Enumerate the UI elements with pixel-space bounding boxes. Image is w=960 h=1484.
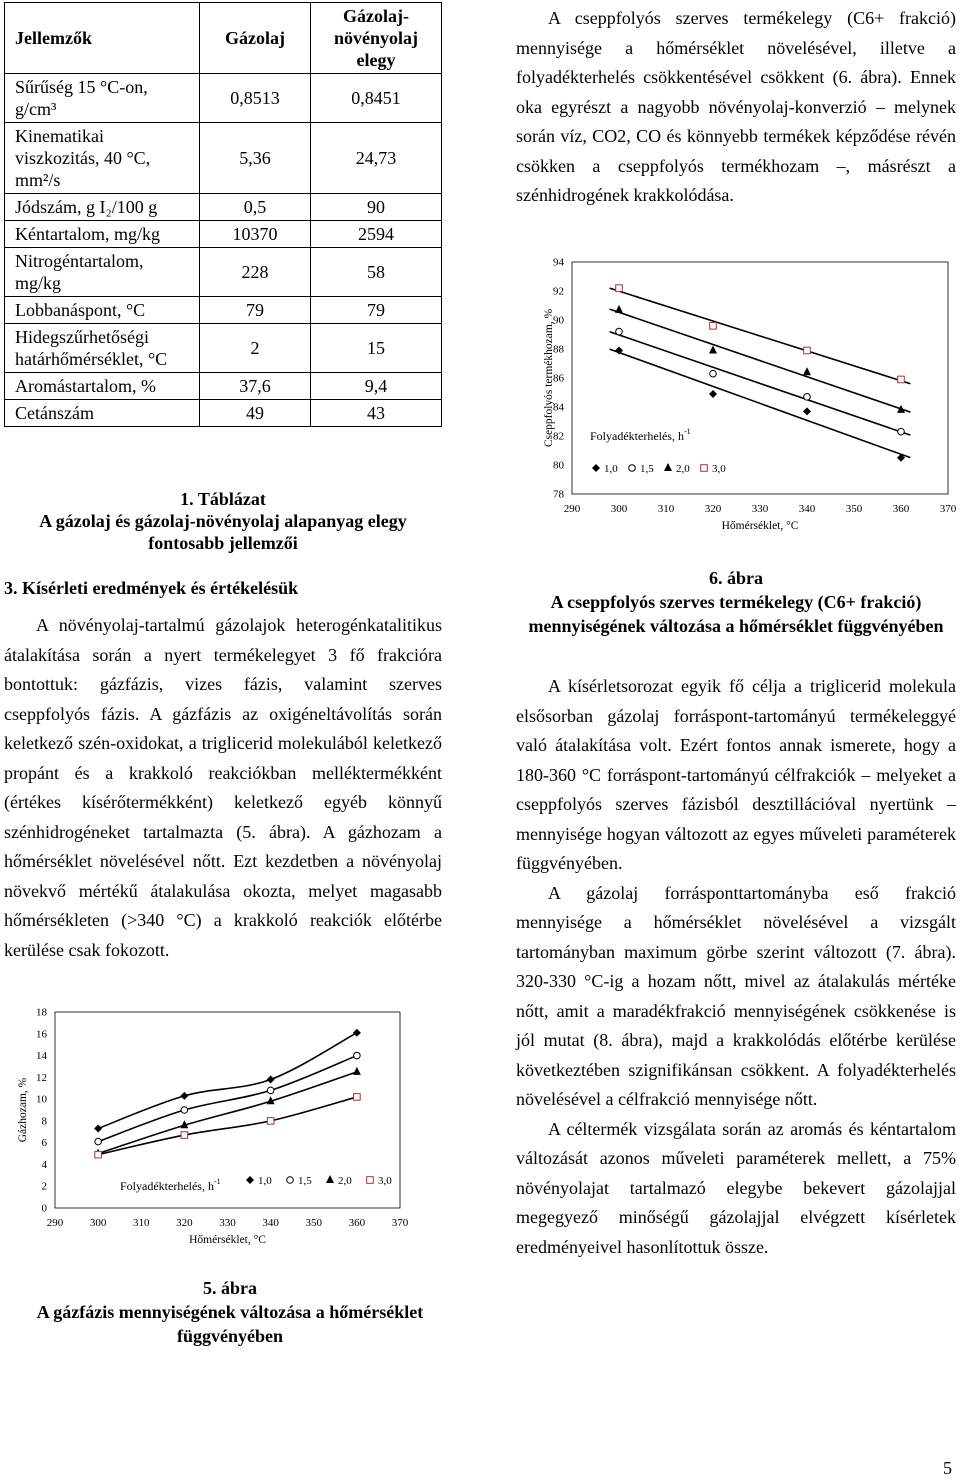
y-tick-label: 6 — [41, 1137, 47, 1150]
y-tick-label: 14 — [36, 1050, 47, 1063]
data-point-diamond — [709, 390, 717, 398]
table-caption-number: 1. Táblázat — [180, 489, 266, 509]
data-point-diamond — [592, 464, 600, 472]
data-point-triangle — [803, 367, 811, 375]
data-point-square — [898, 376, 905, 383]
body-paragraph: A cseppfolyós szerves termékelegy (C6+ frakció) mennyisége a hőmérséklet növelésével, illetve a folyadékterhelés csökkentésével csökkent (6. ábra). Ennek oka egyrészt a nagyobb növényolaj-konverzió – melynek során víz, CO2, CO és könnyebb termékek képződése révén csökken a cseppfolyós termékhozam –, másrészt a szénhidrogének krakkolódása. — [516, 8, 956, 205]
series-line — [610, 332, 911, 435]
table-cell: 10370 — [200, 221, 311, 248]
y-tick-label: 88 — [553, 343, 564, 356]
table-cell: 37,6 — [200, 373, 311, 400]
table-cell: Sűrűség 15 °C-on, g/cm³ — [5, 74, 200, 123]
x-tick-label: 330 — [751, 503, 769, 515]
x-tick-label: 300 — [610, 503, 628, 515]
x-tick-label: 330 — [219, 1217, 236, 1229]
table-header-row — [5, 3, 442, 74]
table-cell: 9,4 — [311, 373, 442, 400]
x-tick-label: 350 — [305, 1217, 322, 1229]
data-point-diamond — [803, 407, 811, 415]
legend-item-label: 1,5 — [640, 463, 654, 475]
data-point-triangle — [353, 1067, 361, 1075]
gas-yield-chart — [0, 1000, 450, 1265]
liquid-yield-chart — [516, 250, 956, 550]
x-tick-label: 290 — [563, 503, 581, 515]
x-tick-label: 310 — [133, 1217, 150, 1229]
legend-title: Folyadékterhelés, $h^{-1}$ — [590, 427, 691, 443]
x-tick-label: 360 — [348, 1217, 366, 1229]
figure-number: 5. ábra — [203, 1278, 257, 1298]
table-row — [5, 194, 442, 221]
table-header-cell: Gázolaj — [200, 3, 311, 74]
x-tick-label: 320 — [704, 503, 722, 515]
y-tick-label: 4 — [41, 1158, 47, 1171]
figure-title: A gázfázis mennyiségének változása a hőmérséklet függvényében — [36, 1302, 424, 1346]
figure-title: A cseppfolyós szerves termékelegy (C6+ frakció) mennyiségének változása a hőmérséklet függvényében — [528, 592, 944, 636]
data-point-circle — [181, 1107, 188, 1114]
data-point-square — [804, 347, 811, 354]
y-tick-label: 80 — [553, 459, 564, 472]
data-point-square — [95, 1151, 102, 1158]
body-paragraph: A céltermék vizsgálata során az aromás és kéntartalom változását azonos műveleti paraméterek mellett, a 75% növényolajat tartalmazó elegybe bekevert gázolajjal megegyező minőségű gázolajjal elvégzett kísérletek eredményeivel hasonlítottuk össze. — [516, 1118, 956, 1257]
table-cell: Aromástartalom, % — [5, 373, 200, 400]
legend-item-label: 2,0 — [338, 1175, 352, 1187]
table-caption — [4, 488, 442, 554]
table-cell: 79 — [200, 297, 311, 324]
y-tick-label: 92 — [553, 285, 564, 298]
x-axis-label: Hőmérséklet, °C — [721, 520, 799, 532]
data-point-square — [267, 1118, 274, 1125]
table-cell: 79 — [311, 297, 442, 324]
series-line — [610, 309, 911, 412]
legend-item-label: 3,0 — [378, 1175, 392, 1187]
y-tick-label: 10 — [36, 1093, 47, 1106]
x-tick-label: 320 — [176, 1217, 193, 1229]
table-cell: Lobbanáspont, °C — [5, 297, 200, 324]
series-line — [610, 288, 911, 384]
y-axis-label: Cseppfolyós termékhozam, % — [543, 308, 555, 448]
table-cell: 2 — [200, 324, 311, 373]
page-number: 5 — [943, 1458, 952, 1478]
data-point-circle — [710, 370, 717, 377]
table-row — [5, 74, 442, 123]
y-tick-label: 18 — [36, 1006, 47, 1019]
x-tick-label: 300 — [89, 1217, 107, 1229]
y-tick-label: 8 — [41, 1115, 47, 1128]
table-row — [5, 248, 442, 297]
legend-item-label: 2,0 — [676, 463, 690, 475]
y-axis-label: Gázhozam, % — [17, 1077, 29, 1143]
series-line — [98, 1097, 357, 1155]
table-cell: 58 — [311, 248, 442, 297]
data-point-diamond — [267, 1076, 275, 1084]
table-cell: 49 — [200, 400, 311, 427]
x-tick-label: 290 — [46, 1217, 64, 1229]
data-point-triangle — [664, 463, 672, 471]
legend-item-label: 1,5 — [298, 1175, 312, 1187]
table-cell: 24,73 — [311, 123, 442, 194]
y-tick-label: 82 — [553, 430, 564, 443]
data-point-square — [181, 1132, 188, 1139]
table-row — [5, 297, 442, 324]
data-point-square — [710, 323, 717, 330]
table-cell: 228 — [200, 248, 311, 297]
data-point-triangle — [615, 305, 623, 313]
data-point-square — [354, 1094, 361, 1101]
data-point-diamond — [94, 1125, 102, 1133]
table-header-cell: Jellemzők — [5, 3, 200, 74]
y-tick-label: 90 — [553, 314, 564, 327]
data-point-square — [616, 285, 623, 292]
x-tick-label: 370 — [391, 1217, 409, 1229]
data-point-circle — [629, 465, 636, 472]
legend-item-label: 3,0 — [712, 463, 726, 475]
data-point-square — [701, 465, 708, 472]
data-point-diamond — [246, 1176, 254, 1184]
table-header-cell: Gázolaj-növényolaj elegy — [311, 3, 442, 74]
table-cell: Kinematikai viszkozitás, 40 °C, mm²/s — [5, 123, 200, 194]
x-tick-label: 370 — [939, 503, 956, 515]
legend-title-superscript: -1 — [683, 427, 691, 436]
figure-number: 6. ábra — [709, 568, 763, 588]
x-tick-label: 360 — [892, 503, 910, 515]
table-row — [5, 324, 442, 373]
legend-title: Folyadékterhelés, $h^{-1}$ — [120, 1177, 221, 1193]
table-cell: 2594 — [311, 221, 442, 248]
x-tick-label: 340 — [262, 1217, 279, 1229]
data-point-circle — [287, 1177, 294, 1184]
data-point-diamond — [353, 1029, 361, 1037]
x-tick-label: 310 — [657, 503, 675, 515]
properties-table — [4, 2, 442, 427]
table-row — [5, 123, 442, 194]
section-title: 3. Kísérleti eredmények és értékelésük — [4, 578, 299, 598]
data-point-circle — [616, 328, 623, 335]
table-row — [5, 400, 442, 427]
y-tick-label: 16 — [36, 1028, 47, 1041]
y-tick-label: 84 — [553, 401, 564, 414]
data-point-circle — [354, 1052, 361, 1059]
body-paragraph: A kísérletsorozat egyik fő célja a triglicerid molekula elsősorban gázolaj forráspont-tartományú termékeleggyé való átalakítása volt. Ezért fontos annak ismerete, hogy a 180-360 °C forráspont-tartományú célfrakciók – melyeket a cseppfolyós szerves fázisból desztillációval nyertünk – mennyisége hogyan változott az egyes műveleti paraméterek függvényében. — [516, 676, 956, 873]
table-cell: Jódszám, g I₂/100 g — [5, 194, 200, 221]
body-paragraph: A növényolaj-tartalmú gázolajok heterogénkatalitikus átalakítása során a nyert termékelegyet 3 fő frakcióra bontottuk: gázfázis, vizes fázis, valamint szerves cseppfolyós fázis. A gázfázis az oxigéneltávolítás során keletkező szén-oxidokat, a triglicerid molekulából keletkező propánt és a krakkoló reakciókban melléktermékként (értékes kísérőtermékként) keletkező egyéb könnyű szénhidrogéneket tartalmazta (5. ábra). A gázhozam a hőmérséklet növelésével nőtt. Ezt kezdetben a növényolaj növekvő mértékű átalakulása okozta, melyet magasabb hőmérsékleten (>340 °C) a krakkoló reakciók előtérbe kerülése csak fokozott. — [4, 615, 442, 960]
data-point-circle — [95, 1138, 102, 1145]
table-cell: 90 — [311, 194, 442, 221]
x-axis-label: Hőmérséklet, °C — [189, 1234, 266, 1246]
x-tick-label: 350 — [845, 503, 863, 515]
x-tick-label: 340 — [798, 503, 816, 515]
figure-caption — [20, 1276, 440, 1348]
data-point-circle — [267, 1087, 274, 1094]
body-paragraph: A gázolaj forrásponttartományba eső frakció mennyisége a hőmérséklet növelésével a vizsgált tartományban maximum görbe szerint változott (7. ábra). 320-330 °C-ig a hozam nőtt, mivel az átalakulás mértéke nőtt, amit a maradékfrakció mennyiségének csökkenése is jól mutat (8. ábra), majd a krakkolódás előtérbe kerülése következtében szignifikánsan csökkent. A folyadékterhelés növelésével a célfrakció mennyisége nőtt. — [516, 882, 956, 1109]
data-point-diamond — [180, 1092, 188, 1100]
data-point-triangle — [897, 405, 905, 413]
data-point-triangle — [326, 1175, 334, 1183]
table-cell: 43 — [311, 400, 442, 427]
legend-item-label: 1,0 — [604, 463, 618, 475]
table-cell: Kéntartalom, mg/kg — [5, 221, 200, 248]
y-tick-label: 78 — [553, 488, 564, 501]
table-row — [5, 221, 442, 248]
table-caption-text: A gázolaj és gázolaj-növényolaj alapanyag elegy fontosabb jellemzői — [39, 511, 407, 553]
y-tick-label: 86 — [553, 372, 564, 385]
table-cell: 15 — [311, 324, 442, 373]
legend-title-superscript: -1 — [213, 1177, 221, 1186]
table-cell: 0,8513 — [200, 74, 311, 123]
y-tick-label: 2 — [41, 1180, 47, 1193]
figure-caption — [516, 566, 956, 638]
table-cell: Cetánszám — [5, 400, 200, 427]
table-cell: 0,5 — [200, 194, 311, 221]
table-cell: Nitrogéntartalom, mg/kg — [5, 248, 200, 297]
table-cell: 0,8451 — [311, 74, 442, 123]
data-point-circle — [898, 428, 905, 435]
data-point-square — [367, 1177, 374, 1184]
table-cell: 5,36 — [200, 123, 311, 194]
y-tick-label: 12 — [36, 1071, 47, 1084]
data-point-triangle — [709, 345, 717, 353]
table-row — [5, 373, 442, 400]
legend-item-label: 1,0 — [258, 1175, 272, 1187]
table-cell: Hidegszűrhetőségi határhőmérséklet, °C — [5, 324, 200, 373]
y-tick-label: 0 — [41, 1202, 47, 1215]
y-tick-label: 94 — [553, 256, 564, 269]
data-point-circle — [804, 394, 811, 401]
